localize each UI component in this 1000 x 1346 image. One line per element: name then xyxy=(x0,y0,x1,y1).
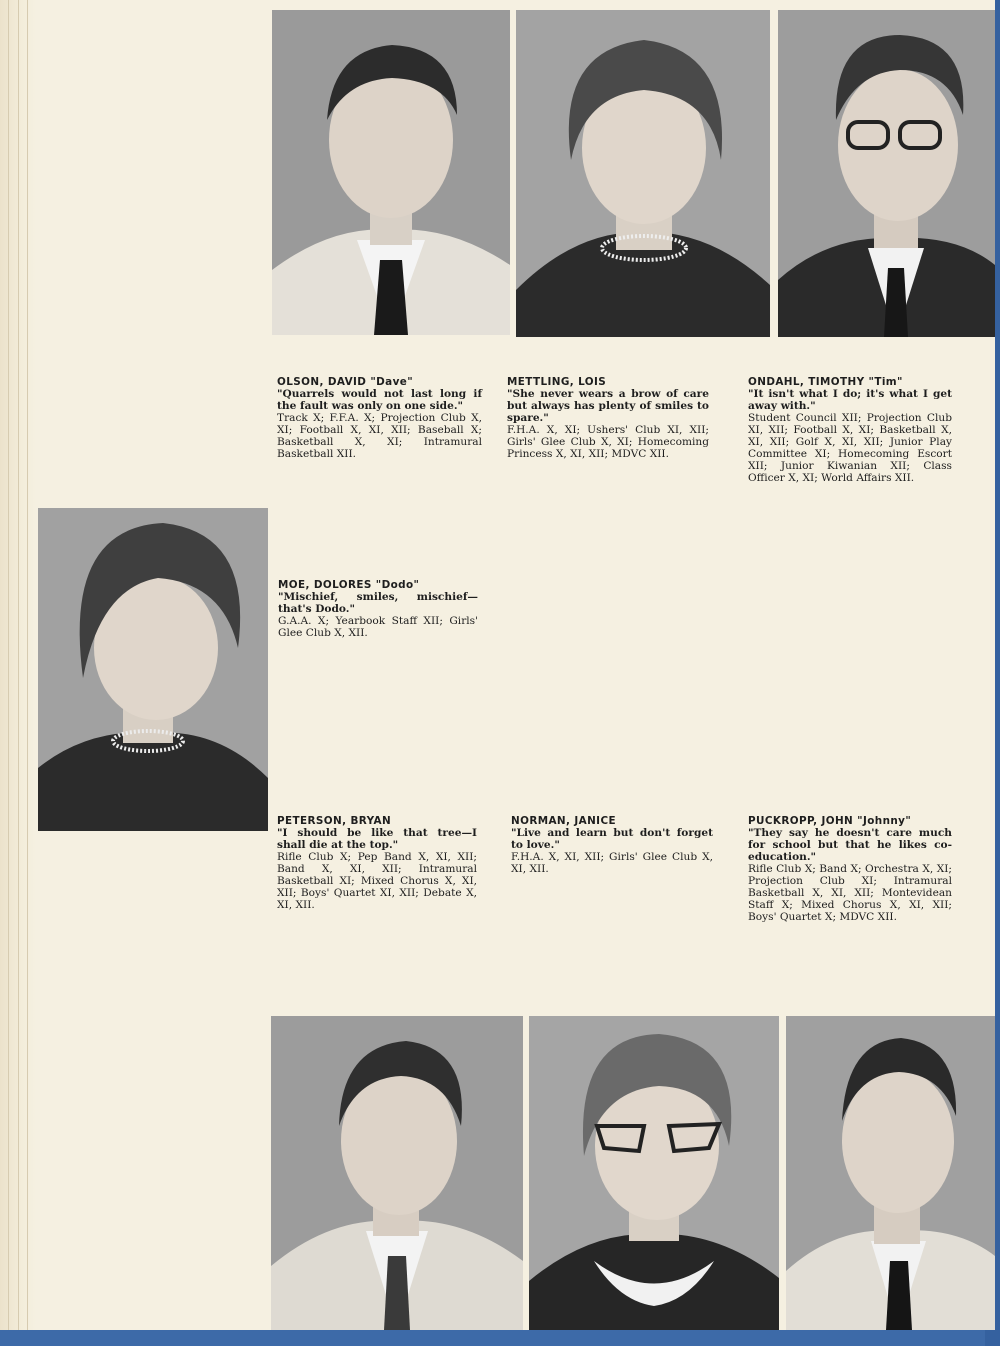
student-quote: "It isn't what I do; it's what I get away with." xyxy=(748,388,952,412)
portrait-photo xyxy=(272,10,510,335)
portrait-girl-curly-hair xyxy=(38,508,268,831)
student-bio xyxy=(511,815,713,875)
student-bio xyxy=(748,815,952,923)
student-activities: G.A.A. X; Yearbook Staff XII; Girls' Glee Club X, XII. xyxy=(278,615,478,639)
student-quote: "Live and learn but don't forget to love." xyxy=(511,827,713,851)
portrait-girl-pearls xyxy=(516,10,770,337)
student-bio xyxy=(507,376,709,460)
page-edge-line xyxy=(27,0,28,1330)
portrait-photo xyxy=(786,1016,995,1330)
student-bio xyxy=(277,815,477,911)
student-name: PETERSON, BRYAN xyxy=(277,815,392,827)
student-name: PUCKROPP, JOHN "Johnny" xyxy=(748,815,912,827)
student-activities: Rifle Club X; Pep Band X, XI, XII; Band X, XI, XII; Intramural Basketball XI; Mixed Chorus X, XI, XII; Boys' Quartet XI, XII; Debate X, XI, XII. xyxy=(277,851,477,911)
student-quote: "They say he doesn't care much for school but that he likes co-education." xyxy=(748,827,952,863)
student-activities: F.H.A. X, XI; Ushers' Club XI, XII; Girls' Glee Club X, XI; Homecoming Princess X, XI, XII; MDVC XII. xyxy=(507,424,709,460)
student-name: NORMAN, JANICE xyxy=(511,815,616,827)
portrait-boy-dark-tie xyxy=(786,1016,995,1330)
page-gutter xyxy=(0,0,36,1330)
portrait-girl-cat-eye-glasses xyxy=(529,1016,779,1330)
student-activities: Rifle Club X; Band X; Orchestra X, XI; Projection Club XI; Intramural Basketball X, XI, XII; Montevidean Staff X; Mixed Chorus X, XI, XII; Boys' Quartet X; MDVC XII. xyxy=(748,863,952,923)
student-quote: "She never wears a brow of care but always has plenty of smiles to spare." xyxy=(507,388,709,424)
portrait-photo xyxy=(271,1016,523,1330)
portrait-boy-glasses xyxy=(778,10,995,337)
portrait-photo xyxy=(778,10,995,337)
portrait-photo xyxy=(529,1016,779,1330)
student-name: METTLING, LOIS xyxy=(507,376,607,388)
student-name: OLSON, DAVID "Dave" xyxy=(277,376,414,388)
page-edge-line xyxy=(18,0,19,1330)
student-name: MOE, DOLORES "Dodo" xyxy=(278,579,420,591)
student-bio xyxy=(277,376,482,460)
student-activities: Student Council XII; Projection Club XI, XII; Football X, XI; Basketball X, XI, XII; Golf X, XI, XII; Junior Play Committee XI; Homecoming Escort XII; Junior Kiwanian XII; Class Officer X, XI; World Affairs XII. xyxy=(748,412,952,484)
student-activities: F.H.A. X, XI, XII; Girls' Glee Club X, XI, XII. xyxy=(511,851,713,875)
student-quote: "Mischief, smiles, mischief—that's Dodo." xyxy=(278,591,478,615)
student-quote: "Quarrels would not last long if the fault was only on one side." xyxy=(277,388,482,412)
portrait-photo xyxy=(516,10,770,337)
portrait-boy-light-suit xyxy=(271,1016,523,1330)
student-quote: "I should be like that tree—I shall die at the top." xyxy=(277,827,477,851)
student-bio xyxy=(748,376,952,484)
student-name: ONDAHL, TIMOTHY "Tim" xyxy=(748,376,903,388)
student-bio xyxy=(278,579,478,639)
portrait-photo xyxy=(38,508,268,831)
student-activities: Track X; F.F.A. X; Projection Club X, XI; Football X, XI, XII; Baseball X; Basketball X, XI; Intramural Basketball XII. xyxy=(277,412,482,460)
portrait-boy-light-jacket xyxy=(272,10,510,335)
page-edge-line xyxy=(8,0,9,1330)
